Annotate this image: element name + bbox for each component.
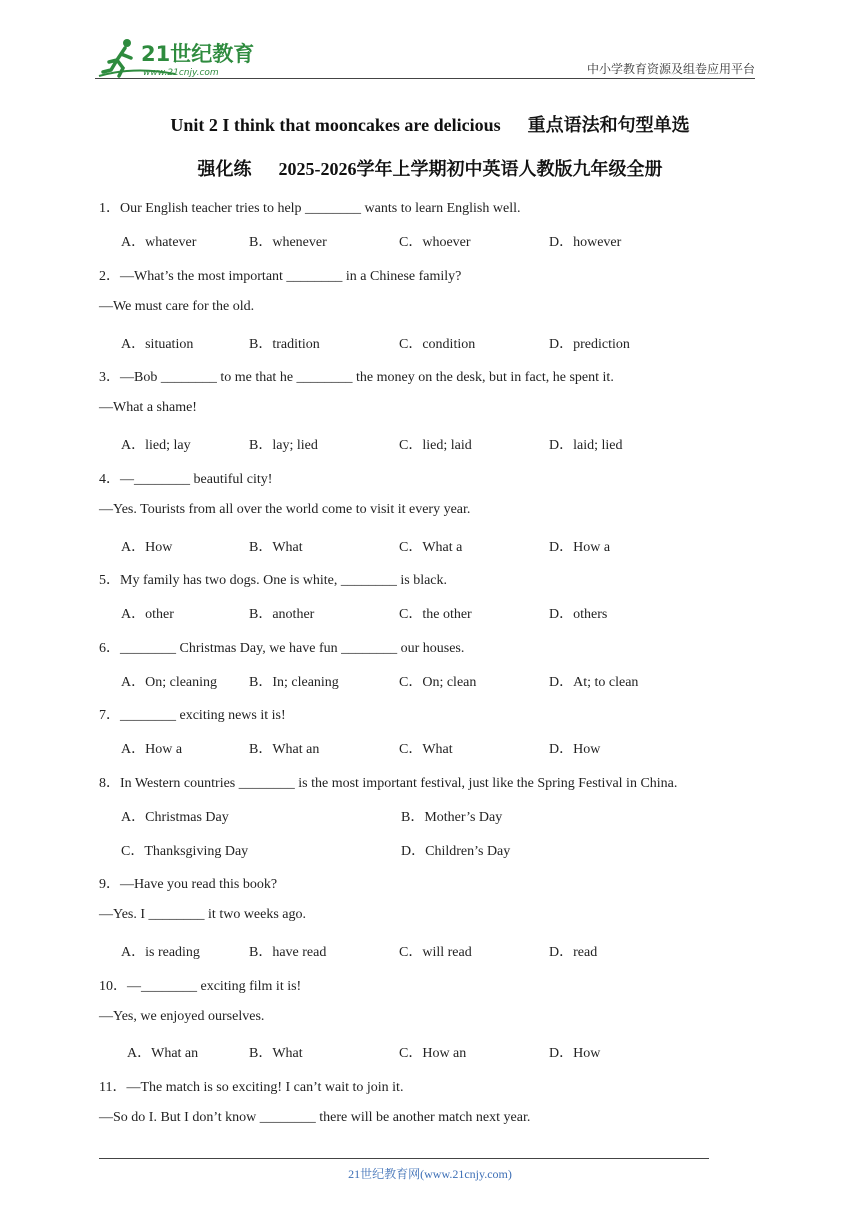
- question-4-reply: —Yes. Tourists from all over the world come to visit it every year.: [99, 502, 471, 517]
- question-1-option-d: D．however: [549, 235, 622, 250]
- question-2-option-a: A．situation: [121, 337, 194, 352]
- question-2-option-c: C．condition: [399, 337, 476, 352]
- question-1-stem: 1．Our English teacher tries to help ________ wants to learn English well.: [99, 201, 521, 216]
- question-8-option-d: D．Children’s Day: [401, 844, 511, 859]
- question-7-option-c: C．What: [399, 742, 453, 757]
- question-3-option-c: C．lied; laid: [399, 438, 472, 453]
- question-10-option-b: B．What: [249, 1046, 303, 1061]
- question-6-option-a: A．On; cleaning: [121, 675, 218, 690]
- page-header: [95, 36, 755, 80]
- question-3-reply: —What a shame!: [99, 400, 197, 415]
- question-3-option-d: D．laid; lied: [549, 438, 623, 453]
- question-3-option-b: B．lay; lied: [249, 438, 318, 453]
- title-line-2: 强化练 2025-2026学年上学期初中英语人教版九年级全册: [197, 159, 663, 179]
- question-1-option-b: B．whenever: [249, 235, 327, 250]
- question-7-option-b: B．What an: [249, 742, 320, 757]
- question-9-stem: 9．—Have you read this book?: [99, 877, 278, 892]
- question-4-stem: 4．—________ beautiful city!: [99, 472, 273, 487]
- logo-main-text: 21世纪教育: [141, 42, 255, 66]
- question-6-option-c: C．On; clean: [399, 675, 477, 690]
- question-6-option-d: D．At; to clean: [549, 675, 639, 690]
- title-line-1: Unit 2 I think that mooncakes are delicious 重点语法和句型单选: [170, 115, 690, 135]
- question-4-option-a: A．How: [121, 540, 173, 555]
- question-9-option-c: C．will read: [399, 945, 472, 960]
- logo-url-text: www.21cnjy.com: [143, 68, 219, 78]
- question-9-option-a: A．is reading: [121, 945, 200, 960]
- question-8-option-b: B．Mother’s Day: [401, 810, 503, 825]
- logo: [95, 36, 265, 80]
- question-5-option-a: A．other: [121, 607, 174, 622]
- header-divider: [95, 78, 755, 79]
- question-2-option-d: D．prediction: [549, 337, 630, 352]
- question-11-stem: 11．—The match is so exciting! I can’t wait to join it.: [99, 1080, 404, 1095]
- footer-link[interactable]: 21世纪教育网(www.21cnjy.com): [348, 1167, 512, 1181]
- question-4-option-c: C．What a: [399, 540, 463, 555]
- question-2-option-b: B．tradition: [249, 337, 320, 352]
- question-9-reply: —Yes. I ________ it two weeks ago.: [99, 907, 307, 922]
- question-11-reply: —So do I. But I don’t know ________ there will be another match next year.: [99, 1110, 531, 1125]
- question-5-stem: 5．My family has two dogs. One is white, ________ is black.: [99, 573, 448, 588]
- question-10-option-c: C．How an: [399, 1046, 467, 1061]
- question-4-option-b: B．What: [249, 540, 303, 555]
- question-10-option-a: A．What an: [127, 1046, 199, 1061]
- question-5-option-d: D．others: [549, 607, 608, 622]
- question-8-option-a: A．Christmas Day: [121, 810, 229, 825]
- question-4-option-d: D．How a: [549, 540, 611, 555]
- question-1-option-c: C．whoever: [399, 235, 471, 250]
- question-2-stem: 2．—What’s the most important ________ in a Chinese family?: [99, 269, 462, 284]
- question-2-reply: —We must care for the old.: [99, 299, 255, 314]
- question-5-option-b: B．another: [249, 607, 315, 622]
- question-7-option-a: A．How a: [121, 742, 183, 757]
- question-6-option-b: B．In; cleaning: [249, 675, 339, 690]
- question-10-reply: —Yes, we enjoyed ourselves.: [99, 1009, 265, 1024]
- question-10-stem: 10．—________ exciting film it is!: [99, 979, 302, 994]
- question-9-option-d: D．read: [549, 945, 598, 960]
- question-7-option-d: D．How: [549, 742, 601, 757]
- header-platform-text: 中小学教育资源及组卷应用平台: [586, 62, 755, 76]
- question-10-option-d: D．How: [549, 1046, 601, 1061]
- question-7-stem: 7．________ exciting news it is!: [99, 708, 286, 723]
- footer-divider: [99, 1158, 709, 1159]
- question-3-stem: 3．—Bob ________ to me that he ________ the money on the desk, but in fact, he spent it.: [99, 370, 614, 385]
- question-1-option-a: A．whatever: [121, 235, 197, 250]
- question-9-option-b: B．have read: [249, 945, 327, 960]
- question-3-option-a: A．lied; lay: [121, 438, 191, 453]
- question-6-stem: 6．________ Christmas Day, we have fun ________ our houses.: [99, 641, 465, 656]
- question-5-option-c: C．the other: [399, 607, 472, 622]
- question-8-option-c: C．Thanksgiving Day: [121, 844, 249, 859]
- question-8-stem: 8．In Western countries ________ is the most important festival, just like the Spring Festival in China.: [99, 776, 678, 791]
